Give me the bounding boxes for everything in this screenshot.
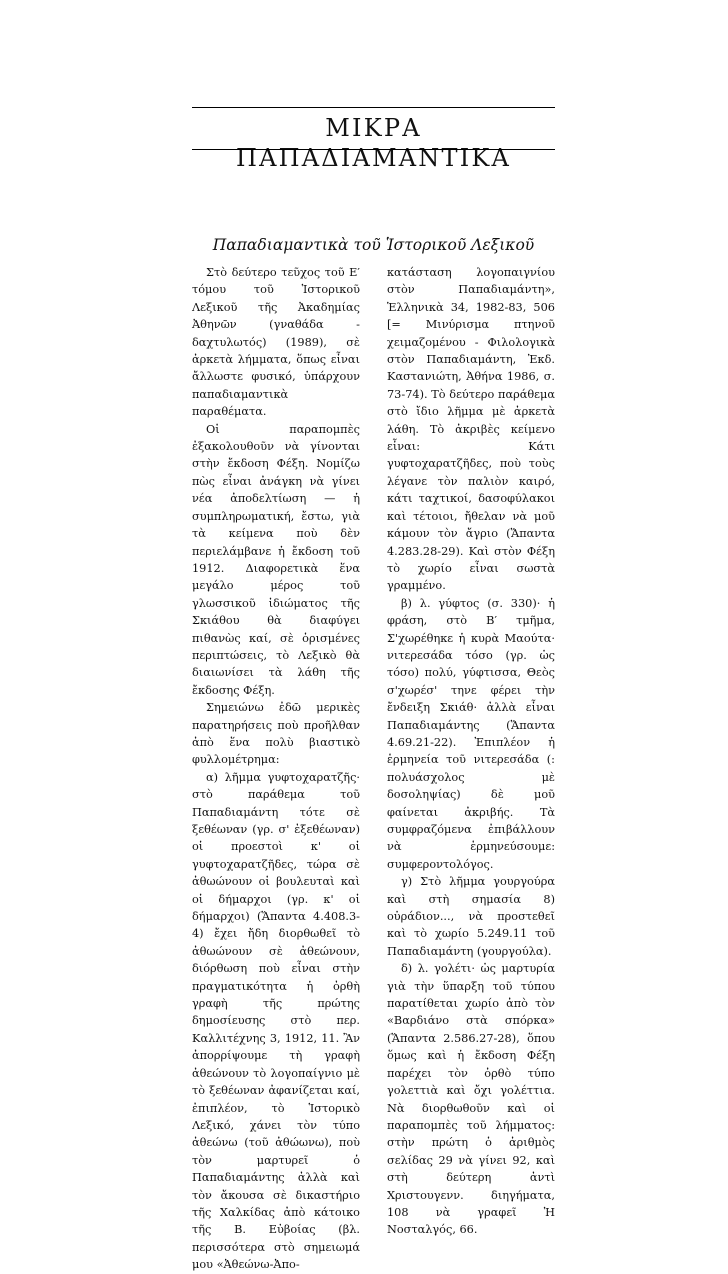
paragraph: Στὸ δεύτερο τεῦχος τοῦ Ε′ τόμου τοῦ Ἱστορικοῦ Λεξικοῦ τῆς Ἀκαδημίας Ἀθηνῶν (γναθάδα - δαχτυλωτός) (1989), σὲ ἀρκετὰ λήμματα, ὅπως εἶναι ἄλλωστε φυσικό, ὑπάρχουν παπαδιαμαντικὰ παραθέματα. <box>192 266 360 419</box>
paragraph: α) λῆμμα γυφτοχαρατζῆς· στὸ παράθεμα τοῦ Παπαδιαμάντη τότε σὲ ξεθέωναν (γρ. σ' ἐξεθέωναν) οἱ προεστοὶ κ' οἱ γυφτοχαρατζῆδες, τώρα σὲ ἀθωώνουν οἱ βουλευταὶ καὶ οἱ δήμαρχοι (γρ. κ' οἱ δήμαρχοι) (Ἅπαντα 4.408.3-4) ἔχει ἤδη διορθωθεῖ τὸ ἀθωώνουν σὲ ἀθεώνουν, διόρθωση ποὺ εἶναι στὴν πραγματικότητα ἡ ὀρθὴ γραφὴ τῆς πρώτης δημοσίευσης στὸ περ. Καλλιτέχνης 3, 1912, 11. Ἂν ἀπορρίψουμε τὴ γραφὴ ἀθεώνουν τὸ λογοπαίγνιο μὲ τὸ ξεθέωναν ἀφανίζεται καί, ἐπιπλέον, τὸ Ἱστορικὸ Λεξικό, χάνει τὸν τύπο ἀθεώνω (τοῦ ἀθώωνω), ποὺ τὸν μαρτυρεῖ ὁ Παπαδιαμάντης ἀλλὰ καὶ τὸν ἄκουσα σὲ δικαστήριο τῆς Χαλκίδας ἀπὸ κάτοικο τῆς Β. Εὐβοίας (βλ. περισσότερα στὸ σημειωμά μου «Ἀθεώνω-Ἀπο- <box>192 770 360 1272</box>
paragraph: κατάσταση λογοπαιγνίου στὸν Παπαδιαμάντη», Ἑλληνικὰ 34, 1982-83, 506 [= Μινύρισμα πτηνοῦ χειμαζομένου - Φιλολογικὰ στὸν Παπαδιαμάντη, Ἐκδ. Καστανιώτη, Ἀθήνα 1986, σ. 73-74). Τὸ δεύτερο παράθεμα στὸ ἴδιο λῆμμα μὲ ἀρκετὰ λάθη. Τὸ ἀκριβὲς κείμενο εἶναι: Κάτι γυφτοχαρατζῆδες, ποὺ τοὺς λέγανε τὸν παλιὸν καιρό, κάτι ταχτικοί, δασοφύλακοι καὶ τέτοιοι, ἤθελαν νὰ μοῦ κάμουν τὸν ἄγριο (Ἅπαντα 4.283.28-29). Καὶ στὸν Φέξη τὸ χωρίο εἶναι σωστὰ γραμμένο. <box>387 266 555 593</box>
right-column <box>387 264 555 1239</box>
paragraph: δ) λ. γολέτι· ὡς μαρτυρία γιὰ τὴν ὕπαρξη τοῦ τύπου παρατίθεται χωρίο ἀπὸ τὸν «Βαρδιάνο στὰ σπόρκα» (Ἅπαντα 2.586.27-28), ὅπου ὅμως καὶ ἡ ἔκδοση Φέξη παρέχει τὸν ὀρθὸ τύπο γολεττιὰ καὶ ὄχι γολέττια. Νὰ διορθωθοῦν καὶ οἱ παραπομπὲς τοῦ λήμματος: στὴν πρώτη ὁ ἀριθμὸς σελίδας 29 νὰ γίνει 92, καὶ στὴ δεύτερη ἀντὶ Χριστουγενν. διηγήματα, 108 νὰ γραφεῖ Ἡ Νοσταλγός, 66. <box>387 962 555 1237</box>
header-bottom-rule <box>192 149 555 150</box>
section-title: ΜΙΚΡΑ ΠΑΠΑΔΙΑΜΑΝΤΙΚΑ <box>235 114 512 172</box>
paragraph: Σημειώνω ἐδῶ μερικὲς παρατηρήσεις ποὺ προῆλθαν ἀπὸ ἕνα πολὺ βιαστικὸ φυλλομέτρημα: <box>192 701 360 767</box>
article-title: Παπαδιαμαντικὰ τοῦ Ἱστορικοῦ Λεξικοῦ <box>212 236 535 254</box>
left-column <box>192 264 360 1274</box>
header-top-rule <box>192 107 555 108</box>
paragraph: γ) Στὸ λῆμμα γουργούρα καὶ στὴ σημασία 8) οὐράδιον..., νὰ προστεθεῖ καὶ τὸ χωρίο 5.249.11 τοῦ Παπαδιαμάντη (γουργούλα). <box>387 875 555 958</box>
paragraph: β) λ. γύφτος (σ. 330)· ἡ φράση, στὸ Β′ τμῆμα, Σ'χωρέθηκε ἡ κυρὰ Μαούτα· νιτερεσάδα τόσο (γρ. ὡς τόσο) πολύ, γύφτισσα, Θεὸς σ'χωρέσ' τηνε φέρει τὴν ἔνδειξη Σκιάθ· ἀλλὰ εἶναι Παπαδιαμάντης (Ἅπαντα 4.69.21-22). Ἐπιπλέον ἡ ἑρμηνεία τοῦ νιτερεσάδα (: πολυάσχολος μὲ δοσοληψίας) δὲ μοῦ φαίνεται ἀκριβής. Τὰ συμφραζόμενα ἐπιβάλλουν νὰ ἑρμηνεύσουμε: συμφεροντολόγος. <box>387 596 555 871</box>
paragraph: Οἱ παραπομπὲς ἐξακολουθοῦν νὰ γίνονται στὴν ἔκδοση Φέξη. Νομίζω πὼς εἶναι ἀνάγκη νὰ γίνει νέα ἀποδελτίωση — ἡ συμπληρωματική, ἔστω, γιὰ τὰ κείμενα ποὺ δὲν περιελάμβανε ἡ ἔκδοση τοῦ 1912. Διαφορετικὰ ἕνα μεγάλο μέρος τοῦ γλωσσικοῦ ἰδιώματος τῆς Σκιάθου θὰ διαφύγει πιθανὼς καί, σὲ ὁρισμένες περιπτώσεις, τὸ Λεξικὸ θὰ διαιωνίσει τὰ λάθη τῆς ἔκδοσης Φέξη. <box>192 422 360 697</box>
